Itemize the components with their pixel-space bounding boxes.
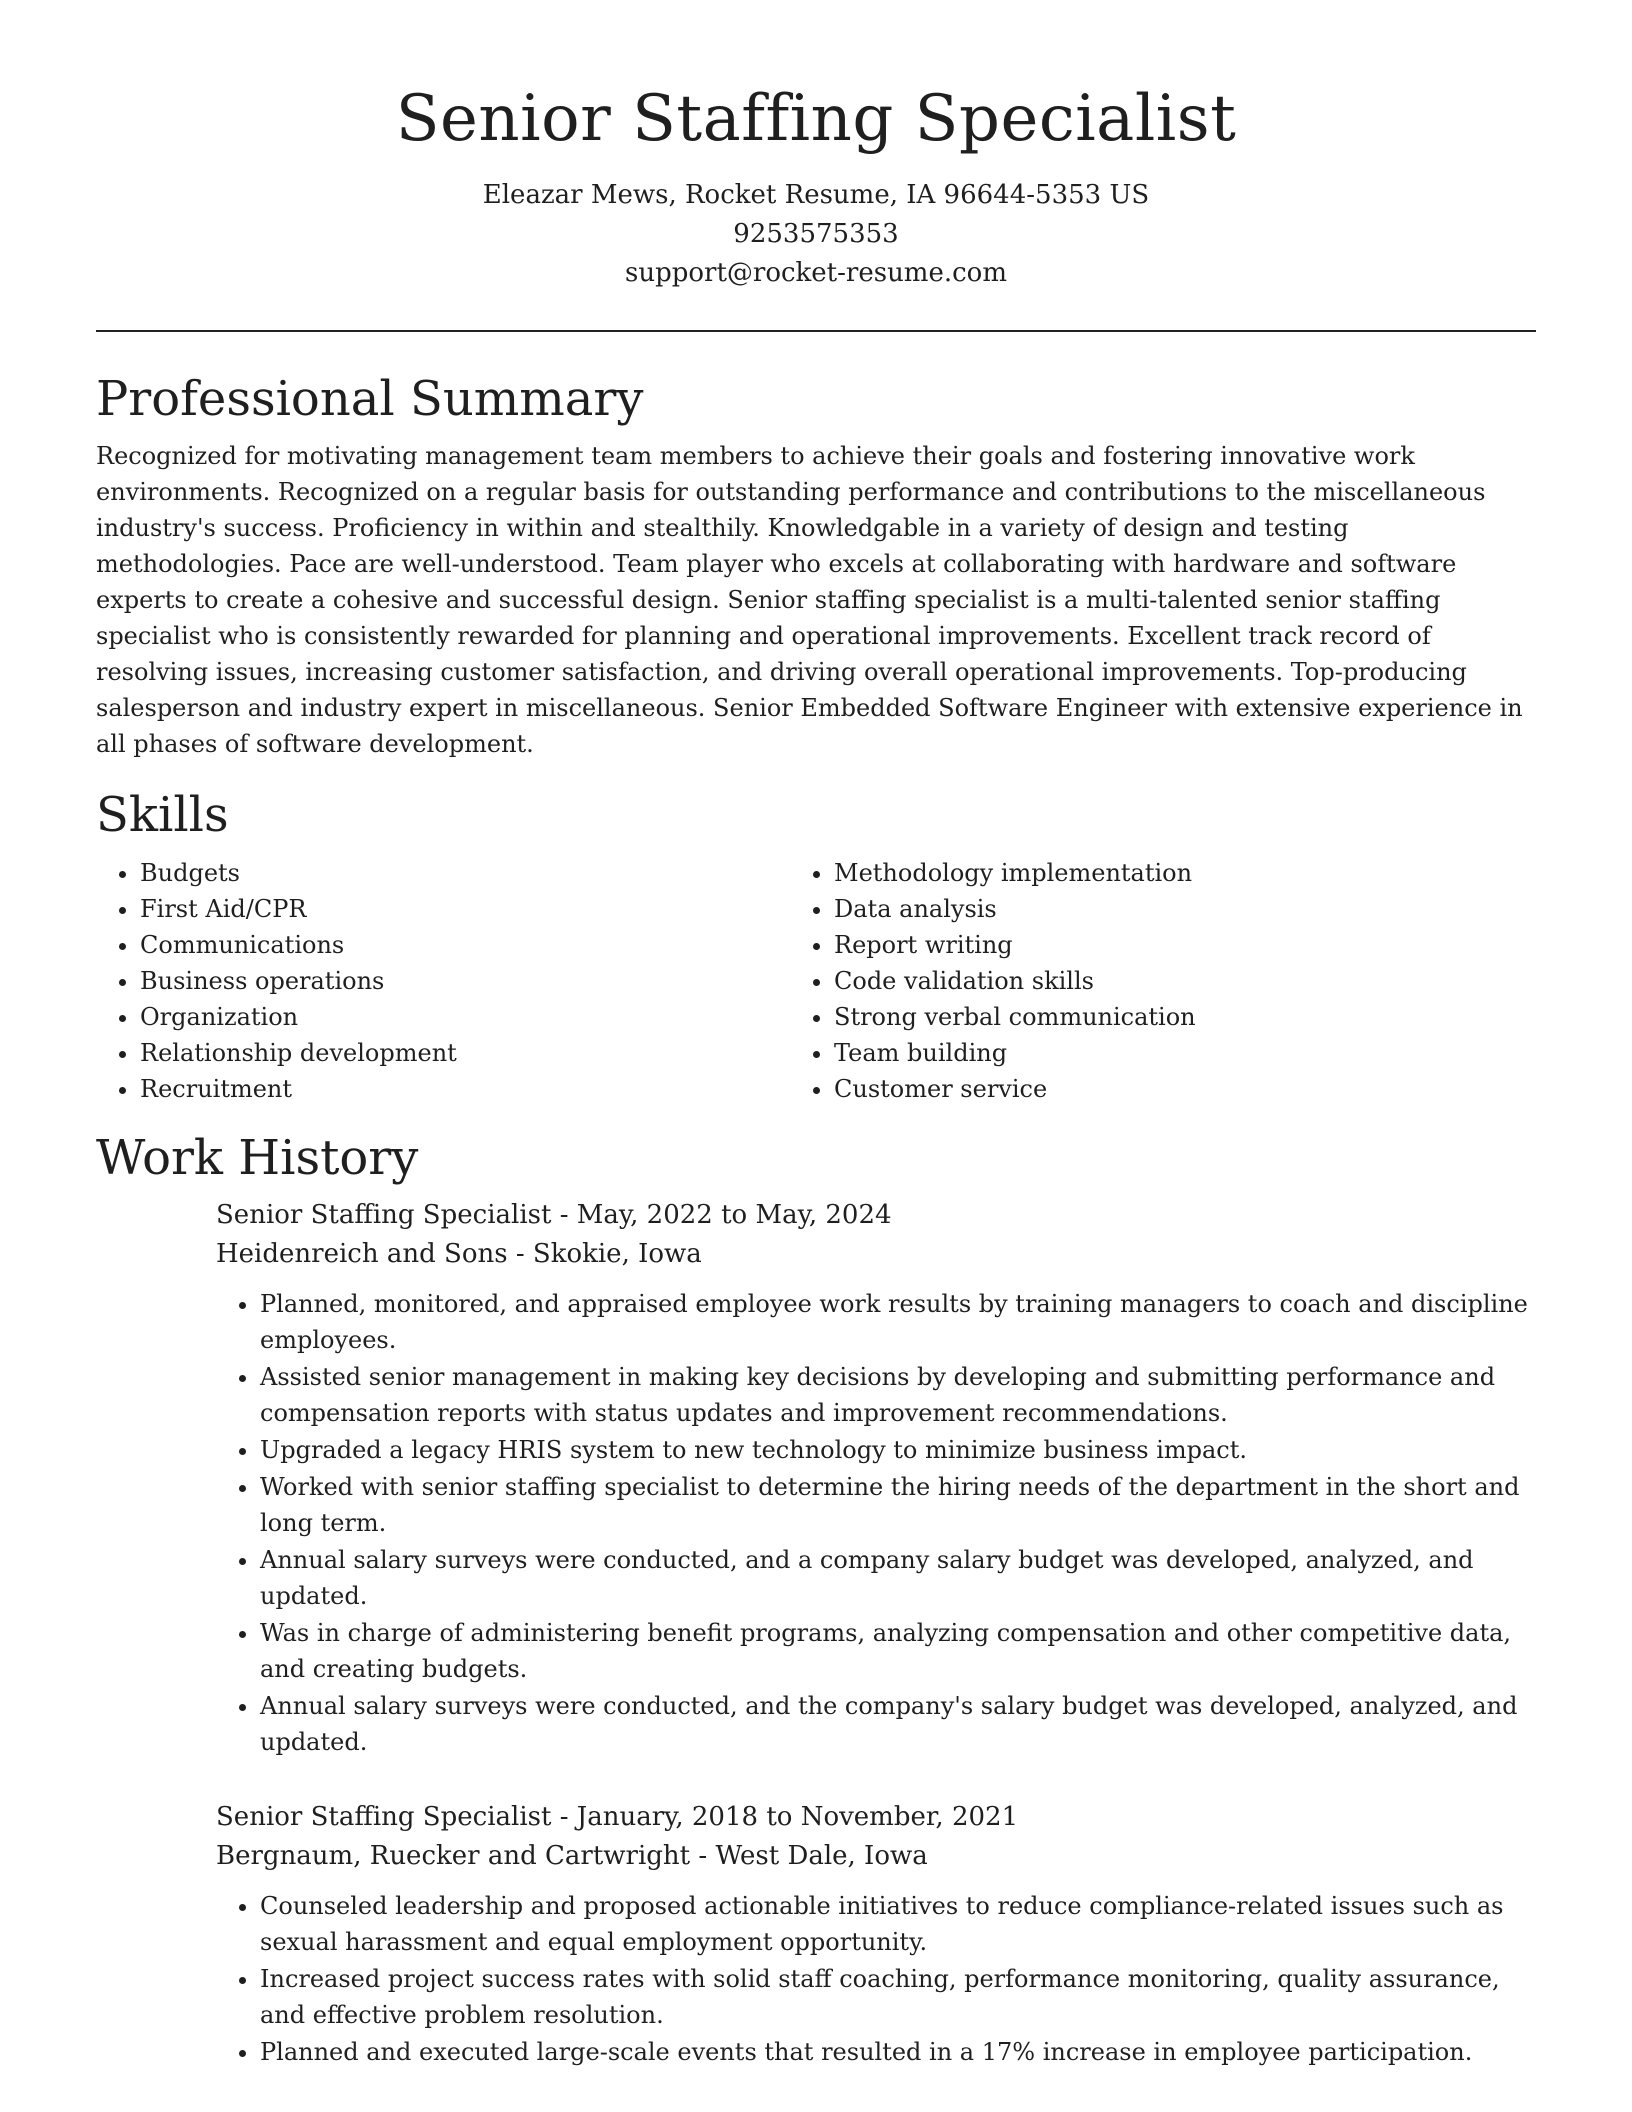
contact-email: support@rocket-resume.com [624, 258, 1007, 289]
job-company-line [216, 1837, 1536, 1876]
separator: - [690, 1840, 716, 1871]
job-bullet: • Annual salary surveys were conducted, and a company salary budget was developed, analyzed, and updated. [260, 1542, 1536, 1614]
job-company: Bergnaum, Ruecker and Cartwright [216, 1840, 691, 1871]
skills-heading: Skills [96, 786, 229, 843]
separator: - [551, 1199, 577, 1230]
job-bullet: • Upgraded a legacy HRIS system to new technology to minimize business impact. [260, 1432, 1536, 1468]
skill-item: • Strong verbal communication [834, 999, 1484, 1035]
resume-page [96, 0, 1536, 2108]
separator: - [551, 1801, 577, 1832]
job-company: Heidenreich and Sons [216, 1238, 508, 1269]
skill-item: • Data analysis [834, 891, 1484, 927]
contact-phone: 9253575353 [733, 219, 899, 250]
skill-item: • First Aid/CPR [140, 891, 790, 927]
job-bullets [216, 1888, 1536, 2070]
job-title: Senior Staffing Specialist [216, 1801, 552, 1832]
work-history-section [96, 1131, 1536, 2070]
summary-section [96, 372, 1536, 761]
summary-heading: Professional Summary [96, 371, 644, 428]
skills-list-left [96, 855, 790, 1107]
skill-item: • Relationship development [140, 1035, 790, 1071]
separator: - [507, 1238, 533, 1269]
resume-header [96, 0, 1536, 293]
skills-list-right [790, 855, 1484, 1107]
resume-name: Senior Staffing Specialist [395, 82, 1237, 156]
skill-item: • Code validation skills [834, 963, 1484, 999]
job-bullet: • Planned, monitored, and appraised employee work results by training managers to coach and discipline employees. [260, 1286, 1536, 1358]
job-bullet: • Counseled leadership and proposed actionable initiatives to reduce compliance-related issues such as sexual harassment and equal employment opportunity. [260, 1888, 1536, 1960]
job-dates: January, 2018 to November, 2021 [576, 1801, 1019, 1832]
skill-item: • Report writing [834, 927, 1484, 963]
skill-item: • Budgets [140, 855, 790, 891]
job-bullet: • Was in charge of administering benefit programs, analyzing compensation and other competitive data, and creating budgets. [260, 1615, 1536, 1687]
job-location: West Dale, Iowa [715, 1840, 928, 1871]
job-location: Skokie, Iowa [532, 1238, 702, 1269]
skill-item: • Recruitment [140, 1071, 790, 1107]
header-divider [96, 330, 1536, 332]
job-title-line [216, 1798, 1536, 1837]
skill-item: • Communications [140, 927, 790, 963]
skill-item: • Customer service [834, 1071, 1484, 1107]
job-bullet: • Annual salary surveys were conducted, and the company's salary budget was developed, analyzed, and updated. [260, 1688, 1536, 1760]
skill-item: • Organization [140, 999, 790, 1035]
job-entry [216, 1798, 1536, 2070]
skill-item: • Business operations [140, 963, 790, 999]
job-entry [216, 1196, 1536, 1760]
work-history-heading: Work History [96, 1129, 419, 1186]
job-bullet: • Planned and executed large-scale events that resulted in a 17% increase in employee participation. [260, 2034, 1536, 2070]
job-bullet: • Increased project success rates with solid staff coaching, performance monitoring, quality assurance, and effective problem resolution. [260, 1961, 1536, 2033]
job-title: Senior Staffing Specialist [216, 1199, 552, 1230]
skills-section [96, 788, 1536, 1107]
job-bullet: • Worked with senior staffing specialist to determine the hiring needs of the department in the short and long term. [260, 1469, 1536, 1541]
contact-address: Eleazar Mews, Rocket Resume, IA 96644-5353 US [482, 180, 1150, 211]
skill-item: • Methodology implementation [834, 855, 1484, 891]
summary-text: Recognized for motivating management team members to achieve their goals and fostering innovative work environments. Recognized on a regular basis for outstanding performance and contributions to the miscellaneous industry's success. Proficiency in within and stealthily. Knowledgable in a variety of design and testing methodologies. Pace are well-understood. Team player who excels at collaborating with hardware and software experts to create a cohesive and successful design. Senior staffing specialist is a multi-talented senior staffing specialist who is consistently rewarded for planning and operational improvements. Excellent track record of resolving issues, increasing customer satisfaction, and driving overall operational improvements. Top-producing salesperson and industry expert in miscellaneous. Senior Embedded Software Engineer with extensive experience in all phases of software development. [96, 441, 1523, 758]
job-dates: May, 2022 to May, 2024 [576, 1199, 892, 1230]
job-title-line [216, 1196, 1536, 1235]
job-bullet: • Assisted senior management in making key decisions by developing and submitting performance and compensation reports with status updates and improvement recommendations. [260, 1359, 1536, 1431]
job-company-line [216, 1235, 1536, 1274]
skills-grid [96, 855, 1536, 1107]
job-bullets [216, 1286, 1536, 1760]
skill-item: • Team building [834, 1035, 1484, 1071]
